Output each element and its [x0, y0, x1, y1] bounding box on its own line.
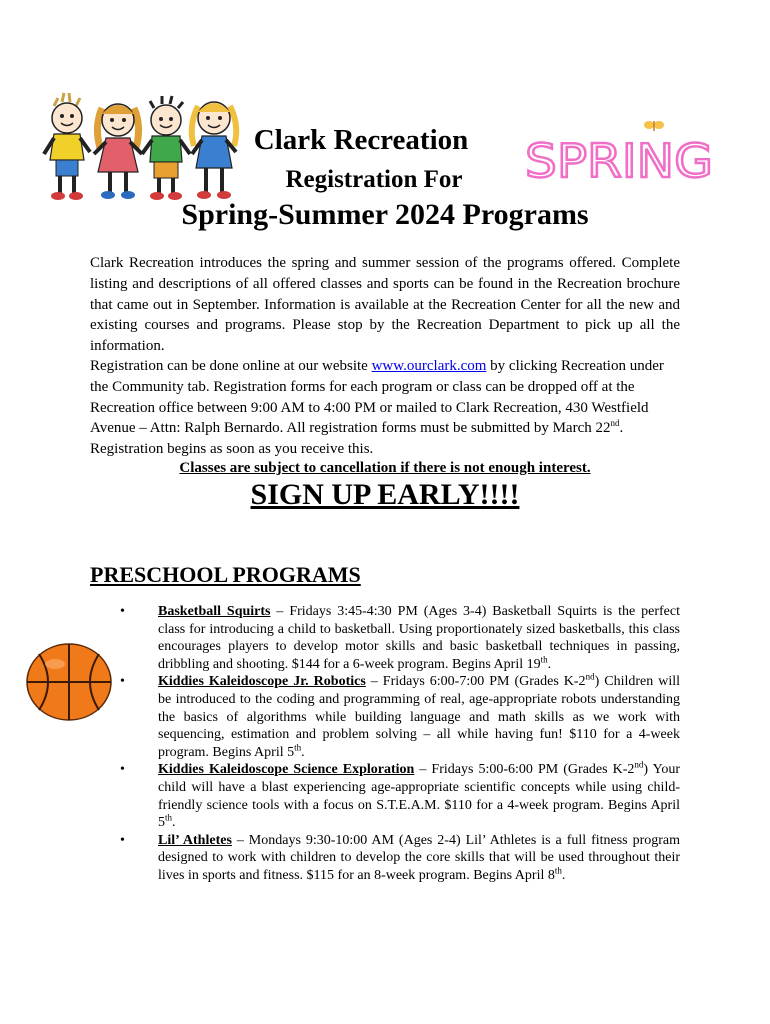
- registration-text-cont: by clicking Recreation under the Community tab. Registration forms for each program or class can be dropped off at the Recreation office between 9:00 AM to 4:00 PM or mailed to Clark Recreation, 430 Westfield Avenue – Attn: Ralph Bernardo. All registration forms must be submitted by March 22: [90, 358, 664, 437]
- basketball-image: [25, 642, 113, 722]
- program-description: – Fridays 3:45-4:30 PM (Ages 3-4) Basketball Squirts is the perfect class for introducing a child to basketball. Using proportionately sized basketballs, this class encourages players to develop motor skills and basic basketball techniques in passing, dribbling and shooting. $144 for a 6-week program. Begins April 19: [158, 604, 680, 672]
- program-description: – Mondays 9:30-10:00 AM (Ages 2-4) Lil’ Athletes is a full fitness program designed to work with children to develop the core skills that will be used throughout their lives in sports and fitness. $115 for an 8-week program. Begins April 8: [158, 832, 680, 883]
- period: .: [172, 815, 176, 831]
- cancellation-notice: Classes are subject to cancellation if there is not enough interest.: [179, 460, 591, 476]
- website-link[interactable]: www.ourclark.com: [371, 358, 487, 374]
- program-item-basketball-squirts: [120, 603, 680, 673]
- title-registration-for: Registration For: [285, 166, 463, 193]
- preschool-programs-heading: PRESCHOOL PROGRAMS: [90, 562, 361, 587]
- program-item-jr-robotics: [120, 673, 680, 761]
- program-name: Kiddies Kaleidoscope Jr. Robotics: [158, 674, 366, 690]
- spring-logo: [523, 115, 718, 193]
- program-description: – Fridays 5:00-6:00 PM (Grades K-2: [414, 762, 635, 778]
- bullet: •: [120, 674, 125, 690]
- date-suffix: th: [165, 812, 173, 823]
- program-name: Lil’ Athletes: [158, 832, 232, 848]
- program-description: – Fridays 6:00-7:00 PM (Grades K-2: [365, 674, 586, 690]
- bullet: •: [120, 762, 125, 778]
- program-name: Kiddies Kaleidoscope Science Exploration: [158, 762, 415, 778]
- period: .: [561, 867, 566, 883]
- intro-paragraph: Clark Recreation introduces the spring and summer session of the programs offered. Complete listing and descriptions of all offered classes and sports can be found in the Recreation brochure that came out in September. Information is available at the Recreation Center for all the new and existing courses and programs. Please stop by the Recreation Department to pick up all the information.: [90, 255, 680, 355]
- period: .: [547, 656, 552, 672]
- program-description-cont: ) Your child will have a blast experiencing age-appropriate scientific concepts while using child-friendly science tools with a focus on S.T.E.A.M. $110 for a 4-week program. Begins April 5: [158, 762, 680, 831]
- date-suffix: th: [554, 865, 562, 876]
- program-item-lil-athletes: [120, 832, 680, 885]
- deadline-suffix: nd: [610, 418, 620, 429]
- butterfly-icon: [644, 121, 664, 131]
- date-suffix: th: [540, 654, 548, 665]
- grade-suffix: nd: [585, 671, 595, 682]
- sign-up-early-heading: SIGN UP EARLY!!!!: [250, 478, 520, 511]
- registration-text-end: . Registration begins as soon as you receive this.: [90, 420, 624, 458]
- preschool-program-list: [120, 603, 680, 885]
- title-clark-recreation: Clark Recreation: [253, 124, 469, 156]
- date-suffix: th: [294, 742, 302, 753]
- bullet: •: [120, 832, 125, 848]
- grade-suffix: nd: [634, 759, 644, 770]
- program-description-cont: ) Children will be introduced to the coding and programming of real, age-appropriate robots understanding the basics of algorithms while building language and math skills as we work with sequencing, estimation and problem solving – all while having fun! $110 for a 4-week program. Begins April 5: [158, 674, 680, 760]
- bullet: •: [120, 604, 125, 619]
- registration-paragraph: [90, 356, 680, 460]
- title-spring-summer-programs: Spring-Summer 2024 Programs: [181, 198, 589, 231]
- spring-logo-text: SPRING: [525, 134, 713, 188]
- registration-text: Registration can be done online at our website: [90, 358, 372, 374]
- program-name: Basketball Squirts: [158, 604, 271, 619]
- program-item-science-exploration: [120, 761, 680, 831]
- period: .: [301, 744, 305, 760]
